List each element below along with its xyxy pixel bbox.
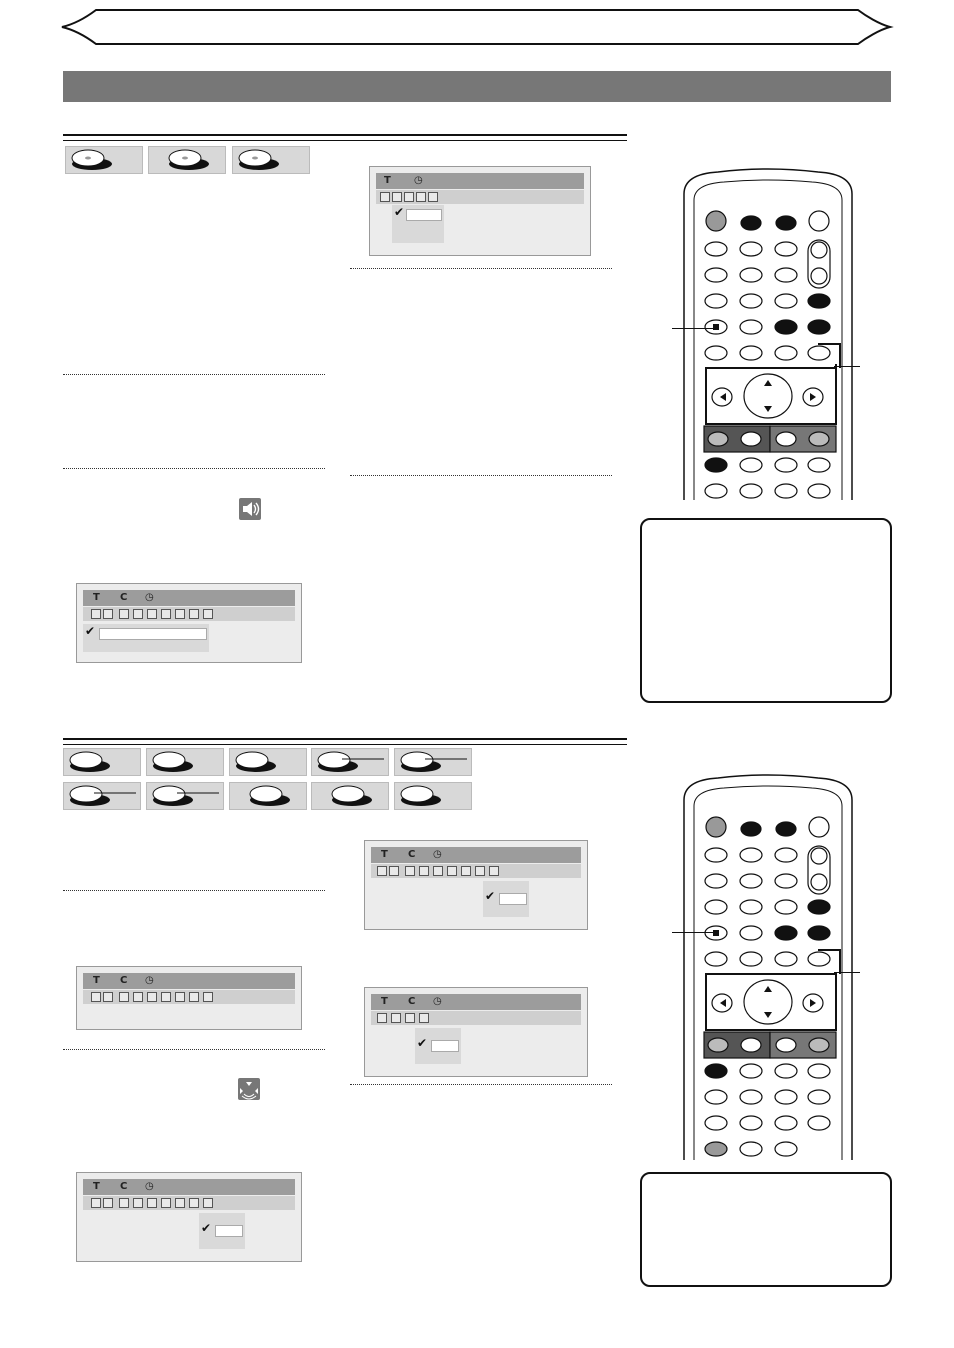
- repeat-icon: [147, 609, 157, 619]
- disc-icon: [230, 749, 306, 775]
- osd-selected-option[interactable]: [499, 893, 527, 905]
- disc-chip: [232, 146, 310, 174]
- disc-icon: [312, 749, 388, 775]
- audio-icon: [103, 609, 113, 619]
- osd-screen: [364, 987, 588, 1077]
- disc-chip: [65, 146, 143, 174]
- zoom-icon: [189, 1198, 199, 1208]
- clock-icon: ◷: [145, 1181, 154, 1192]
- check-icon: ✔: [417, 1036, 428, 1050]
- step-separator: [63, 468, 325, 469]
- repeat-icon: [433, 866, 443, 876]
- subtitle-icon: [119, 1198, 129, 1208]
- osd-icon-row: [371, 864, 581, 878]
- search-icon: [380, 192, 390, 202]
- osd-title-label: T: [93, 592, 100, 603]
- audio-icon: [389, 866, 399, 876]
- repeat-icon: [147, 1198, 157, 1208]
- clock-icon: ◷: [414, 175, 423, 186]
- info-box: [640, 518, 892, 703]
- repeat-icon: [147, 992, 157, 1002]
- check-icon: ✔: [485, 889, 496, 903]
- zoom-icon: [203, 609, 213, 619]
- search-icon: [377, 866, 387, 876]
- osd-icon-row: [371, 1011, 581, 1025]
- osd-screen: [364, 840, 588, 930]
- surround-icon: [489, 866, 499, 876]
- angle-icon: [133, 609, 143, 619]
- step-separator: [350, 268, 612, 269]
- osd-title-label: T: [93, 975, 100, 986]
- disc-icon: [66, 147, 142, 173]
- osd-screen: [369, 166, 591, 256]
- clock-icon: ◷: [433, 849, 442, 860]
- step-separator: [63, 1049, 325, 1050]
- section-title-bar: [63, 71, 891, 102]
- osd-header: [371, 847, 581, 863]
- search-icon: [91, 609, 101, 619]
- callout-line: [834, 972, 860, 973]
- disc-chip: [229, 748, 307, 776]
- info-box: [640, 1172, 892, 1287]
- step-separator: [63, 374, 325, 375]
- disc-icon: [230, 783, 306, 809]
- repeat-icon: [404, 192, 414, 202]
- subtitle-icon: [405, 866, 415, 876]
- surround-icon: [203, 992, 213, 1002]
- audio-icon: [392, 192, 402, 202]
- disc-chip: [148, 146, 226, 174]
- search-icon: [91, 1198, 101, 1208]
- noise-reduction-icon: [175, 1198, 185, 1208]
- angle-icon: [133, 1198, 143, 1208]
- check-icon: ✔: [394, 205, 405, 219]
- surround-icon: [203, 1198, 213, 1208]
- disc-icon: [147, 783, 223, 809]
- zoom-icon: [475, 866, 485, 876]
- osd-icon-row: [376, 190, 584, 204]
- header-ribbon: [0, 0, 954, 62]
- clock-icon: ◷: [145, 592, 154, 603]
- subtitle-icon: [119, 609, 129, 619]
- osd-title-label: T: [381, 849, 388, 860]
- audio-icon: [103, 992, 113, 1002]
- clock-icon: ◷: [145, 975, 154, 986]
- osd-icon-row: [83, 607, 295, 621]
- osd-header: [83, 973, 295, 989]
- disc-chip: [63, 748, 141, 776]
- disc-icon: [233, 147, 309, 173]
- check-icon: ✔: [201, 1221, 212, 1235]
- osd-screen: [76, 966, 302, 1030]
- check-icon: ✔: [85, 624, 96, 638]
- osd-title-label: T: [384, 175, 391, 186]
- osd-chapter-label: C: [120, 975, 128, 986]
- osd-screen: [76, 583, 302, 663]
- disc-chip: [394, 782, 472, 810]
- osd-selected-option[interactable]: [215, 1225, 243, 1237]
- subtitle-icon: [119, 992, 129, 1002]
- osd-header: [83, 1179, 295, 1195]
- section1-rule: [63, 134, 627, 141]
- osd-selected-option[interactable]: [406, 209, 442, 221]
- osd-chapter-label: C: [408, 996, 416, 1007]
- disc-chip: [311, 748, 389, 776]
- disc-icon: [395, 783, 471, 809]
- disc-chip: [394, 748, 472, 776]
- osd-header: [83, 590, 295, 606]
- remote-control: [640, 168, 880, 503]
- noise-reduction-icon: [175, 992, 185, 1002]
- disc-icon: [312, 783, 388, 809]
- noise-reduction-icon: [189, 609, 199, 619]
- callout-line: [672, 932, 714, 933]
- osd-screen: [76, 1172, 302, 1262]
- callout-line: [672, 328, 714, 329]
- osd-icon-row: [83, 990, 295, 1004]
- osd-selected-option[interactable]: [99, 628, 207, 640]
- disc-chip: [229, 782, 307, 810]
- disc-icon: [64, 783, 140, 809]
- equalizer-icon: [405, 1013, 415, 1023]
- search-icon: [91, 992, 101, 1002]
- osd-chapter-label: C: [120, 592, 128, 603]
- osd-header: [371, 994, 581, 1010]
- audio-icon: [103, 1198, 113, 1208]
- clock-icon: ◷: [433, 996, 442, 1007]
- disc-icon: [149, 147, 225, 173]
- speaker-icon: [239, 498, 261, 520]
- disc-icon: [64, 749, 140, 775]
- osd-chapter-label: C: [408, 849, 416, 860]
- disc-chip: [146, 782, 224, 810]
- marker-icon: [161, 609, 171, 619]
- disc-icon: [147, 749, 223, 775]
- angle-icon: [419, 866, 429, 876]
- step-separator: [63, 890, 325, 891]
- surround-icon: [419, 1013, 429, 1023]
- step-separator: [350, 1084, 612, 1085]
- disc-chip: [146, 748, 224, 776]
- disc-icon: [395, 749, 471, 775]
- zoom-icon: [189, 992, 199, 1002]
- surround-icon: [428, 192, 438, 202]
- marker-icon: [161, 1198, 171, 1208]
- disc-chip: [311, 782, 389, 810]
- osd-title-label: T: [93, 1181, 100, 1192]
- callout-line: [834, 366, 860, 367]
- disc-chip: [63, 782, 141, 810]
- osd-header: [376, 173, 584, 189]
- repeat-icon: [391, 1013, 401, 1023]
- section2-rule: [63, 738, 627, 745]
- noise-reduction-icon: [461, 866, 471, 876]
- marker-icon: [447, 866, 457, 876]
- search-icon: [377, 1013, 387, 1023]
- equalizer-icon: [416, 192, 426, 202]
- equalizer-icon: [175, 609, 185, 619]
- marker-icon: [161, 992, 171, 1002]
- remote-control: [640, 774, 880, 1162]
- osd-selected-option[interactable]: [431, 1040, 459, 1052]
- angle-icon: [133, 992, 143, 1002]
- osd-chapter-label: C: [120, 1181, 128, 1192]
- osd-icon-row: [83, 1196, 295, 1210]
- step-separator: [350, 475, 612, 476]
- osd-title-label: T: [381, 996, 388, 1007]
- surround-icon: [238, 1078, 260, 1100]
